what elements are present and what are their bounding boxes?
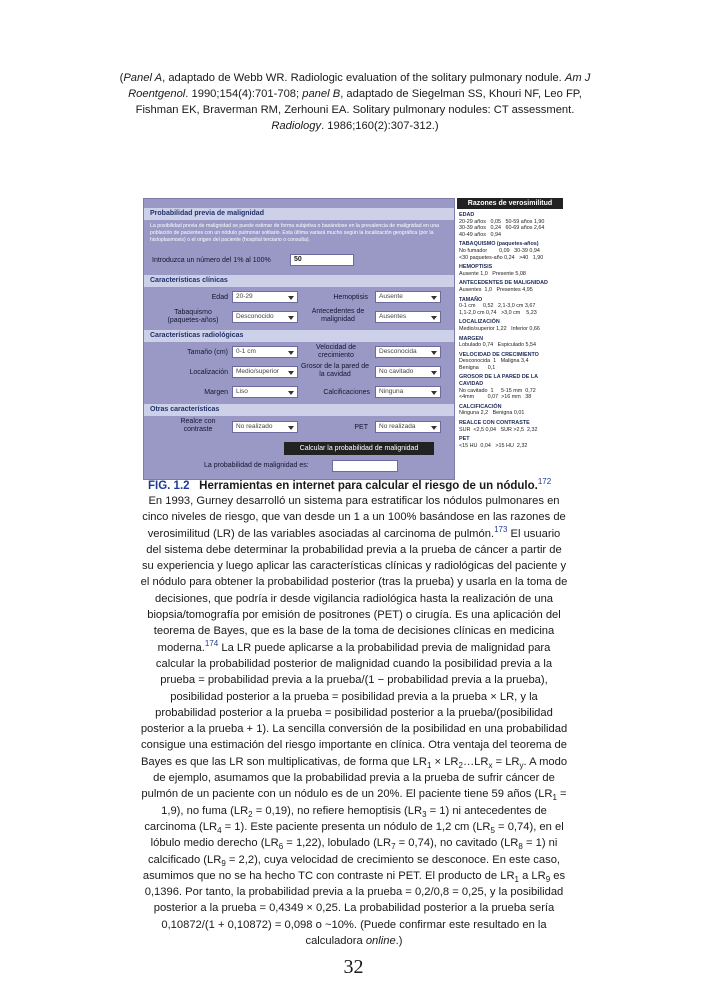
hemoptisis-select[interactable]: Ausente xyxy=(375,291,441,303)
lr-row: 20-29 años 0,05 50-59 años 1,90 xyxy=(459,218,545,225)
chevron-down-icon xyxy=(288,426,294,430)
figure-title: Herramientas en internet para calcular el riesgo de un nódulo. xyxy=(199,480,538,492)
chevron-down-icon xyxy=(431,316,437,320)
chevron-down-icon xyxy=(288,351,294,355)
chevron-down-icon xyxy=(288,296,294,300)
edad-select[interactable]: 20-29 xyxy=(232,291,298,303)
localizacion-label: Localización xyxy=(189,369,228,376)
lr-row: Ausente 1,0 Presente 5,08 xyxy=(459,270,526,277)
lr-group-title: GROSOR DE LA PARED DE LA CAVIDAD xyxy=(459,374,538,388)
number-label: Introduzca un número del 1% al 100% xyxy=(152,257,271,264)
section-radiological: Características radiológicas xyxy=(144,330,454,342)
lr-row: Benigna 0,1 xyxy=(459,364,496,371)
likelihood-ratio-panel xyxy=(457,198,563,480)
lr-row: SUR <2,5 0,04 SUR >2,5 2,32 xyxy=(459,426,538,433)
figure-source-citation: (Panel A, adaptado de Webb WR. Radiologic evaluation of the solitary pulmonary nodule. Am J Roentgenol. 1990;154(4):701-708; panel B, adaptado de Siegelman SS, Khouri NF, Leo FP, Fishman EK, Braverman RM, Zerhouni EA. Solitary pulmonary nodules: CT assessment. Radiology. 1986;160(2):307-312.) xyxy=(119,72,591,132)
calculate-button[interactable]: Calcular la probabilidad de malignidad xyxy=(284,442,434,455)
lr-group xyxy=(459,212,563,238)
lr-panel-title: Razones de verosimilitud xyxy=(457,198,563,209)
lr-groups xyxy=(457,212,563,449)
chevron-down-icon xyxy=(431,391,437,395)
pet-select[interactable]: No realizada xyxy=(375,421,441,433)
localizacion-select[interactable]: Medio/superior xyxy=(232,366,298,378)
lr-group-title: PET xyxy=(459,436,470,443)
lr-row: Lobulado 0,74 Espiculado 5,54 xyxy=(459,342,537,349)
lr-row: 40-49 años 0,94 xyxy=(459,231,501,238)
section-other: Otras características xyxy=(144,404,454,416)
lr-group xyxy=(459,352,563,372)
lr-row: No fumador 0,09 30-39 0,94 xyxy=(459,247,540,254)
malignancy-calculator-screenshot xyxy=(143,198,455,480)
lr-row: 30-39 años 0,24 60-69 años 2,64 xyxy=(459,225,545,232)
lr-group-title: EDAD xyxy=(459,212,475,218)
reference-172[interactable]: 172 xyxy=(537,477,552,486)
section-clinical: Características clínicas xyxy=(144,275,454,287)
margen-select[interactable]: Liso xyxy=(232,386,298,398)
hemoptisis-label: Hemoptisis xyxy=(333,294,368,301)
lr-group xyxy=(459,404,563,417)
velocidad-label: Velocidad de crecimiento xyxy=(315,344,357,359)
lr-group xyxy=(459,374,563,400)
lr-row: Ninguna 2,2 Benigna 0,01 xyxy=(459,410,525,417)
antecedentes-label: Antecedentes de malignidad xyxy=(311,308,365,323)
chevron-down-icon xyxy=(431,351,437,355)
lr-group-title: MARGEN xyxy=(459,335,483,342)
lr-row: Medio/superior 1,22 Inferior 0,66 xyxy=(459,325,540,332)
lr-row: No cavitado 1 5-15 mm 0,72 xyxy=(459,387,536,394)
realce-select[interactable]: No realizado xyxy=(232,421,298,433)
antecedentes-select[interactable]: Ausentes xyxy=(375,311,441,323)
lr-group xyxy=(459,280,563,293)
chevron-down-icon xyxy=(288,371,294,375)
lr-group-title: HEMOPTISIS xyxy=(459,264,493,271)
lr-row: Ausentes 1,0 Presentes 4,95 xyxy=(459,286,533,293)
calcificaciones-label: Calcificaciones xyxy=(323,389,370,396)
lr-group xyxy=(459,319,563,332)
grosor-label: Grosor de la pared de la cavidad xyxy=(300,363,370,378)
lr-row: 1,1-2,0 cm 0,74 >3,0 cm 5,23 xyxy=(459,309,537,316)
lr-row: <15 HU 0,04 >15 HU 2,32 xyxy=(459,442,528,449)
section-prior-probability: Probabilidad previa de malignidad xyxy=(144,208,454,220)
reference-173[interactable]: 173 xyxy=(494,524,508,534)
tamano-label: Tamaño (cm) xyxy=(187,349,228,356)
tabaquismo-label: Tabaquismo (paquetes-años) xyxy=(167,309,219,324)
velocidad-select[interactable]: Desconocida xyxy=(375,346,441,358)
lr-group-title: TABAQUISMO (paquetes-años) xyxy=(459,241,539,248)
grosor-select[interactable]: No cavitado xyxy=(375,366,441,378)
chevron-down-icon xyxy=(288,316,294,320)
margen-label: Margen xyxy=(204,389,228,396)
figure-number: FIG. 1.2 xyxy=(148,480,190,492)
chevron-down-icon xyxy=(288,391,294,395)
page-number: 32 xyxy=(343,956,364,978)
figure-caption xyxy=(148,478,568,494)
lr-group-title: TAMAÑO xyxy=(459,296,483,303)
reference-174[interactable]: 174 xyxy=(204,638,219,648)
lr-group xyxy=(459,436,563,449)
lr-row: 0-1 cm 0,52 2,1-3,0 cm 3,67 xyxy=(459,303,536,310)
tamano-select[interactable]: 0-1 cm xyxy=(232,346,298,358)
lr-group-title: LOCALIZACIÓN xyxy=(459,319,500,326)
lr-group xyxy=(459,420,563,433)
lr-group-title: ANTECEDENTES DE MALIGNIDAD xyxy=(459,280,548,287)
chevron-down-icon xyxy=(431,296,437,300)
lr-group-title: CALCIFICACIÓN xyxy=(459,403,502,410)
lr-group xyxy=(459,297,563,317)
prior-number-input[interactable]: 50 xyxy=(290,254,354,266)
lr-group xyxy=(459,336,563,349)
result-field[interactable] xyxy=(332,460,398,472)
lr-row: Desconocida 1 Maligna 3,4 xyxy=(459,358,529,365)
chevron-down-icon xyxy=(431,426,437,430)
tabaquismo-select[interactable]: Desconocido xyxy=(232,311,298,323)
calcificaciones-select[interactable]: Ninguna xyxy=(375,386,441,398)
edad-label: Edad xyxy=(211,294,228,301)
chevron-down-icon xyxy=(431,371,437,375)
result-label: La probabilidad de malignidad es: xyxy=(204,462,309,469)
lr-group-title: REALCE CON CONTRASTE xyxy=(459,420,530,427)
realce-label: Realce con contraste xyxy=(180,418,216,433)
intro-text: La posibilidad previa de malignidad se puede estimar de forma subjetiva o basándose en la prevalencia de malignidad en una población de pacientes con un nódulo pulmonar solitario. Esta última variará mucho según la localización geográfica (por la histoplasmosis) o el origen del paciente (hospital terciario o consulta). xyxy=(150,223,439,243)
body-text: En 1993, Gurney desarrolló un sistema para estratificar los nódulos pulmonares en cinco niveles de riesgo, que van desde un 1 a un 100% basándose en las razones de verosimilitud (LR) de las variables asociadas al carcinoma de pulmón.$^{173}$ El usuario del sistema debe determinar la probabilidad previa a la prueba de cáncer a partir de su experiencia y luego aplicar las características clínicas y radiológicas del paciente y el nódulo para obtener la probabilidad posterior (tras la prueba) y usarla en la toma de decisiones, que podría ir desde vigilancia radiológica hasta la realización de una biopsia/tomografía por emisión de positrones (PET) o cirugía. Es una aplicación del teorema de Bayes, que es la base de la toma de decisiones clínicas en medicina moderna.$^{174}$ La LR puede aplicarse a la probabilidad previa de malignidad para calcular la probabilidad posterior de malignidad cuando la posibilidad previa a la prueba = probabilidad previa a la prueba/(1 − probabilidad previa a la prueba), posibilidad posterior a la prueba = posibilidad previa a la prueba × LR, y la probabilidad posterior a la prueba = posibilidad posterior a la prueba/(posibilidad posterior a la prueba + 1). La sencilla conversión de la posibilidad en una probabilidad consigue una estimación del riesgo importante en clínica. Otra ventaja del teorema de Bayes es que las LR son multiplicativas, de forma que $LR_1$ × $LR_2\dots LR_x = LR_y$. A modo de ejemplo, asumamos que la probabilidad previa a la prueba de sufrir cáncer de pulmón de un paciente con un nódulo es de un 20%. El paciente tiene 59 años $(LR_1 = 1,9)$, no fuma $(LR_2 = 0,19)$, no refiere hemoptisis $(LR_3 = 1)$ ni antecedentes de carcinoma $(LR_4 = 1)$. Este paciente presenta un nódulo de 1,2 cm $(LR_5 = 0,74)$, en el lóbulo medio derecho $(LR_6 = 1,22)$, lobulado $(LR_7 = 0,74)$, no cavitado $(LR_8 = 1)$ ni calcificado $(LR_9 = 2,2)$, cuya velocidad de crecimiento se desconoce. En este caso, asumimos que no se ha hecho TC con contraste ni PET. El producto de $LR_1$ a $LR_9$ es 0,1396. Por tanto, la probabilidad previa a la prueba = 0,2/0,8 = 0,25, y la posibilidad posterior a la prueba = 0,4349 × 0,25. La probabilidad posterior a la prueba sería 0,10872/(1 + 0,10872) = 0,098 o ~10%. (Puede confirmar este resultado en la calculadora online.) xyxy=(140,495,568,948)
lr-row: <30 paquetes-año 0,24 >40 1,90 xyxy=(459,254,544,261)
lr-group-title: VELOCIDAD DE CRECIMIENTO xyxy=(459,351,539,358)
pet-label: PET xyxy=(354,424,368,431)
lr-group xyxy=(459,241,563,261)
lr-row: <4mm 0,07 >16 mm 38 xyxy=(459,394,532,401)
lr-group xyxy=(459,264,563,277)
